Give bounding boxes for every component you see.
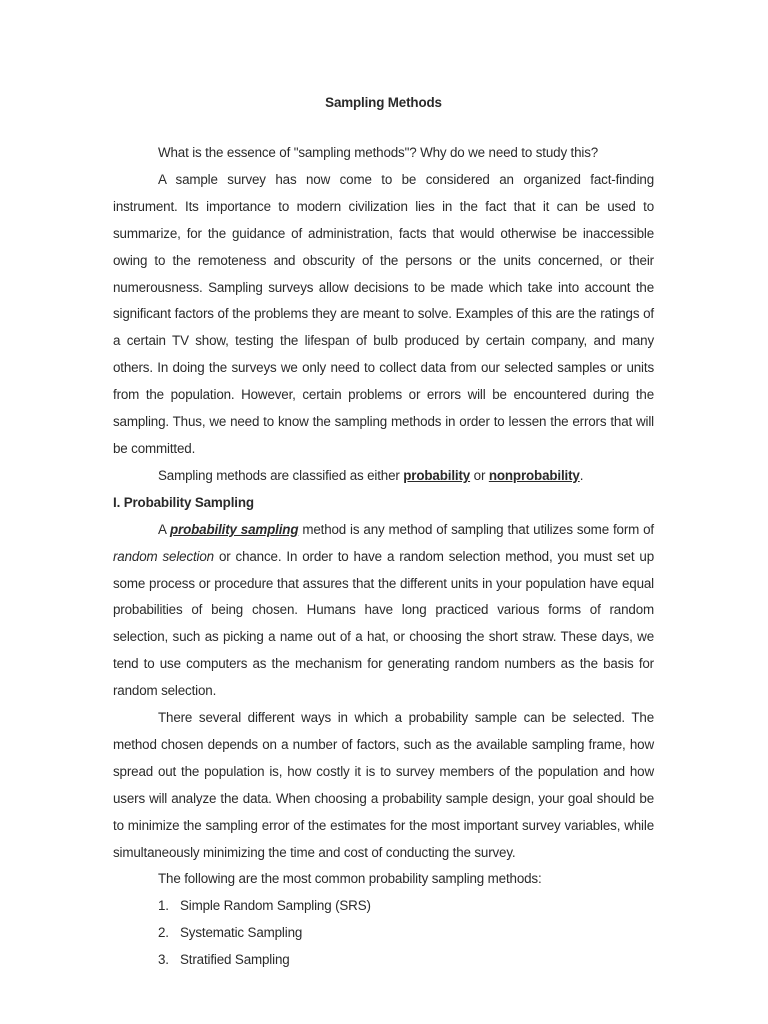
list-item-number: 2. xyxy=(158,925,169,941)
list-item-label: Stratified Sampling xyxy=(180,952,290,968)
list-item xyxy=(158,920,654,947)
classified-after: . xyxy=(579,467,584,483)
list-item xyxy=(158,947,654,974)
term-probability-sampling: probability sampling xyxy=(170,521,299,537)
prob-after-term: method is any method of sampling that utilizes some form of xyxy=(298,521,654,537)
methods-list xyxy=(113,893,654,974)
paragraph-classification xyxy=(113,463,654,490)
section-heading-probability-sampling: I. Probability Sampling xyxy=(113,494,254,510)
list-item-number: 3. xyxy=(158,952,169,968)
paragraph-sample-survey: A sample survey has now come to be considered an organized fact-finding instrument. Its importance to modern civilization lies in the fact that it can be used to summarize, for the guidance of administration, facts that would otherwise be inaccessible owing to the remoteness and obscurity of the persons or the units concerned, or their numerousness. Sampling surveys allow decisions to be made which take into account the significant factors of the problems they are meant to solve. Examples of this are the ratings of a certain TV show, testing the lifespan of bulb produced by certain company, and many others. In doing the surveys we only need to collect data from our selected samples or units from the population. However, certain problems or errors will be encountered during the sampling. Thus, we need to know the sampling methods in order to lessen the errors that will be committed. xyxy=(113,171,654,456)
classified-middle: or xyxy=(470,467,489,483)
prob-rest: or chance. In order to have a random selection method, you must set up some process or procedure that assures that the different units in your population have equal probabilities of being chosen. Humans have long practiced various forms of random selection, such as picking a name out of a hat, or choosing the short straw. These days, we tend to use computers as the mechanism for generating random numbers as the basis for random selection. xyxy=(113,548,654,699)
list-item-label: Simple Random Sampling (SRS) xyxy=(180,898,371,914)
page-title: Sampling Methods xyxy=(325,95,442,110)
term-probability: probability xyxy=(403,467,471,483)
list-item xyxy=(158,893,654,920)
prob-a: A xyxy=(158,521,171,537)
intro-question: What is the essence of "sampling methods"? Why do we need to study this? xyxy=(158,145,599,160)
paragraph-probability-sampling xyxy=(113,517,654,705)
term-nonprobability: nonprobability xyxy=(488,467,580,483)
list-item-number: 1. xyxy=(158,898,169,914)
paragraph-selection-ways: There several different ways in which a probability sample can be selected. The method chosen depends on a number of factors, such as the available sampling frame, how spread out the population is, how costly it is to survey members of the population and how users will analyze the data. When choosing a probability sample design, your goal should be to minimize the sampling error of the estimates for the most important survey variables, while simultaneously minimizing the time and cost of conducting the survey. xyxy=(113,710,654,860)
term-random-selection: random selection xyxy=(113,548,214,564)
list-intro: The following are the most common probability sampling methods: xyxy=(158,871,542,887)
classified-before: Sampling methods are classified as either xyxy=(158,467,404,483)
list-item-label: Systematic Sampling xyxy=(180,925,303,941)
